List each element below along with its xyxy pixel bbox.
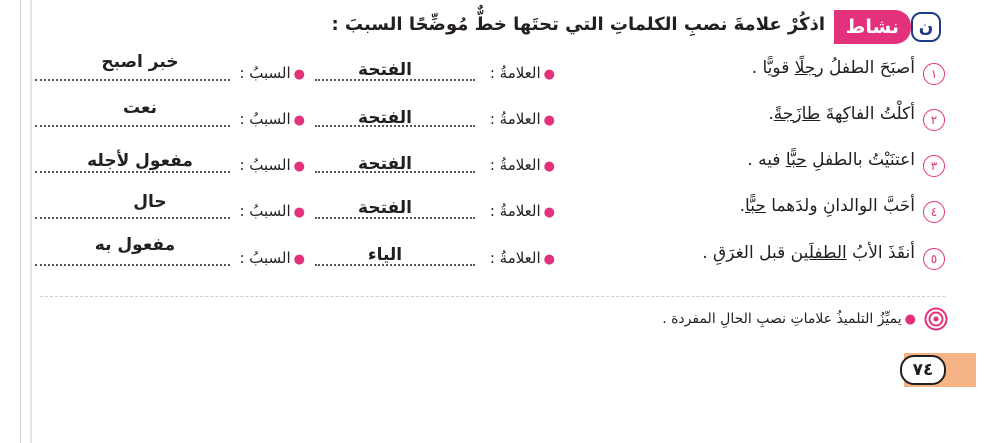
activity-badge-letter: ن: [911, 12, 941, 42]
underlined-word: الطفلَين: [790, 243, 847, 263]
mark-label-text: العلامةُ :: [489, 156, 541, 174]
underlined-word: رجلًا: [794, 58, 824, 78]
mark-answer: الفتحة: [358, 154, 412, 174]
question-row-3: [0, 150, 945, 184]
question-sentence: [747, 150, 915, 170]
question-row-5: [0, 235, 945, 277]
reason-answer: حال: [133, 192, 167, 212]
activity-header: [0, 10, 945, 46]
objective-text: [662, 311, 916, 327]
reason-label-text: السببُ :: [239, 249, 291, 267]
bullet-icon: ●: [293, 252, 305, 267]
page-number: ٧٤: [900, 355, 946, 385]
underlined-word: طازَجةً: [773, 104, 821, 124]
bullet-icon: ●: [543, 113, 555, 128]
bullet-icon: ●: [543, 159, 555, 174]
sentence-end: .: [768, 104, 774, 124]
sentence-start: أحَبَّ الوالدانِ ولدَهما: [765, 196, 915, 216]
bullet-icon: ●: [543, 205, 555, 220]
reason-answer-line[interactable]: [35, 264, 230, 266]
question-row-2: [0, 98, 945, 138]
mark-label-text: العلامةُ :: [489, 64, 541, 82]
reason-answer-line[interactable]: [35, 217, 230, 219]
mark-answer: الفتحة: [358, 198, 412, 218]
reason-answer: مفعول لأجله: [87, 151, 193, 171]
activity-badge: [834, 10, 945, 44]
mark-label-text: العلامةُ :: [489, 110, 541, 128]
question-sentence: [702, 243, 915, 263]
bullet-icon: ●: [543, 252, 555, 267]
reason-label: [239, 110, 305, 128]
reason-label: [239, 202, 305, 220]
reason-label: [239, 156, 305, 174]
reason-answer-line[interactable]: [35, 171, 230, 173]
section-divider: [40, 296, 945, 297]
mark-answer: الفتحة: [358, 108, 412, 128]
mark-answer: الياء: [367, 245, 403, 265]
reason-answer-line[interactable]: [35, 125, 230, 127]
reason-label-text: السببُ :: [239, 156, 291, 174]
bullet-icon: ●: [293, 205, 305, 220]
question-number: ٤: [923, 201, 945, 223]
mark-label: [490, 64, 555, 82]
mark-label: [490, 249, 555, 267]
sentence-end: .: [739, 196, 746, 216]
activity-instruction: اذكُرْ علامةَ نصبِ الكلماتِ التي تحتَها خطٌّ مُوضِّحًا السببَ :: [331, 14, 825, 35]
question-number: ٥: [923, 248, 945, 270]
sentence-start: أنقَذَ الأبُ: [846, 243, 915, 263]
question-number: ٢: [923, 109, 945, 131]
mark-label-text: العلامةُ :: [489, 202, 541, 220]
target-icon: [924, 307, 948, 331]
question-sentence: [768, 104, 915, 124]
mark-label: [490, 202, 555, 220]
bullet-icon: ●: [904, 312, 916, 327]
sentence-end: قبل الغرَقِ .: [702, 243, 791, 263]
reason-label: [239, 249, 305, 267]
question-number: ١: [923, 63, 945, 85]
reason-answer-line[interactable]: [35, 79, 230, 81]
bullet-icon: ●: [543, 67, 555, 82]
sentence-end: فيه .: [747, 150, 786, 170]
bullet-icon: ●: [293, 67, 305, 82]
reason-answer: مفعول به: [94, 235, 176, 255]
reason-label: [239, 64, 305, 82]
reason-label-text: السببُ :: [239, 110, 291, 128]
reason-answer: خبر اصبح: [101, 52, 179, 72]
question-row-1: [0, 52, 945, 92]
question-row-4: [0, 192, 945, 230]
reason-label-text: السببُ :: [239, 64, 291, 82]
learning-objective: [662, 304, 948, 334]
bullet-icon: ●: [293, 113, 305, 128]
question-sentence: [740, 196, 915, 216]
underlined-word: حبًّا: [785, 150, 807, 170]
sentence-start: أكلْتُ الفاكِهةَ: [820, 104, 915, 124]
reason-answer: نعت: [123, 98, 157, 118]
mark-label: [490, 156, 555, 174]
bullet-icon: ●: [293, 159, 305, 174]
mark-label-text: العلامةُ :: [489, 249, 541, 267]
sentence-start: أصبَحَ الطفلُ: [823, 58, 915, 78]
reason-label-text: السببُ :: [239, 202, 291, 220]
sentence-start: اعتنَيْتُ بالطفلِ: [806, 150, 915, 170]
underlined-word: حبًّا: [745, 196, 766, 216]
mark-label: [490, 110, 555, 128]
question-sentence: [752, 58, 915, 78]
sentence-end: قويًّا .: [751, 58, 795, 78]
mark-answer: الفتحة: [358, 60, 412, 80]
objective-sentence: يميِّزُ التلميذُ علاماتِ نصبِ الحالِ المفردة .: [662, 311, 902, 327]
question-number: ٣: [923, 155, 945, 177]
activity-badge-word: نشاط: [834, 10, 911, 44]
